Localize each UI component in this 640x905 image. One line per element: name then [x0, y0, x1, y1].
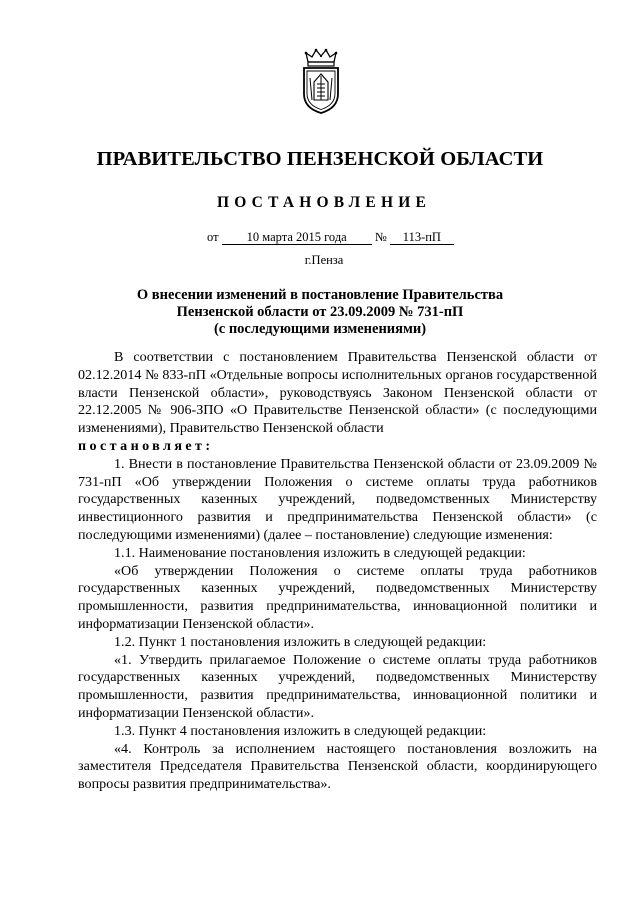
document-type: ПОСТАНОВЛЕНИЕ	[216, 194, 432, 211]
government-title: ПРАВИТЕЛЬСТВО ПЕНЗЕНСКОЙ ОБЛАСТИ	[96, 148, 544, 170]
paragraph-quote-2: «1. Утвердить прилагаемое Положение о системе оплаты труда работников государственных казенных учреждений, подведомственных Министерству промышленности, развития предпринимательства, инновационной политики и информатизации Пензенской области».	[78, 651, 597, 721]
paragraph-item-1: 1. Внести в постановление Правительства Пензенской области от 23.09.2009 № 731-пП «Об утверждении Положения о системе оплаты труда работников государственных казенных учреждений, подведомственных Министерству инвестиционного развития и предпринимательства Пензенской области» (с последующими изменениями) (далее – постановление) следующие изменения:	[78, 455, 597, 543]
city: г.Пенза	[304, 253, 344, 267]
subject-line: О внесении изменений в постановление Правительства	[136, 287, 504, 303]
paragraph-quote-3: «4. Контроль за исполнением настоящего постановления возложить на заместителя Председателя Правительства Пензенской области, координирующего вопросы развития предпринимательства».	[78, 740, 597, 793]
paragraph-item-1-2: 1.2. Пункт 1 постановления изложить в следующей редакции:	[114, 633, 487, 650]
paragraph-quote-1: «Об утверждении Положения о системе оплаты труда работников государственных казенных учреждений, подведомственных Министерству промышленности, развития предпринимательства, инновационной политики и информатизации Пензенской области».	[78, 562, 597, 632]
subject-line: Пензенской области от 23.09.2009 № 731-пП	[176, 304, 464, 320]
resolves-word: постановляет:	[78, 437, 214, 454]
paragraph-item-1-1: 1.1. Наименование постановления изложить в следующей редакции:	[114, 544, 526, 561]
date-prefix: от	[207, 230, 219, 244]
paragraph-resolves	[78, 438, 597, 456]
number-prefix: №	[374, 230, 387, 244]
paragraph-preamble: В соответствии с постановлением Правительства Пензенской области от 02.12.2014 № 833-пП «Отдельные вопросы исполнительных органов государственной власти Пензенской области», руководствуясь Законом Пензенской области от 22.12.2005 № 906-ЗПО «О Правительстве Пензенской области» (с последующими изменениями), Правительство Пензенской области	[78, 349, 597, 437]
date-number-line	[207, 230, 454, 245]
document-subject	[120, 287, 520, 338]
subject-line: (с последующими изменениями)	[213, 321, 427, 337]
paragraph-item-1-3: 1.3. Пункт 4 постановления изложить в следующей редакции:	[114, 722, 487, 739]
coat-of-arms-icon	[300, 48, 342, 114]
document-number: 113-пП	[390, 230, 454, 245]
document-date: 10 марта 2015 года	[222, 230, 372, 245]
document-body	[78, 349, 597, 794]
